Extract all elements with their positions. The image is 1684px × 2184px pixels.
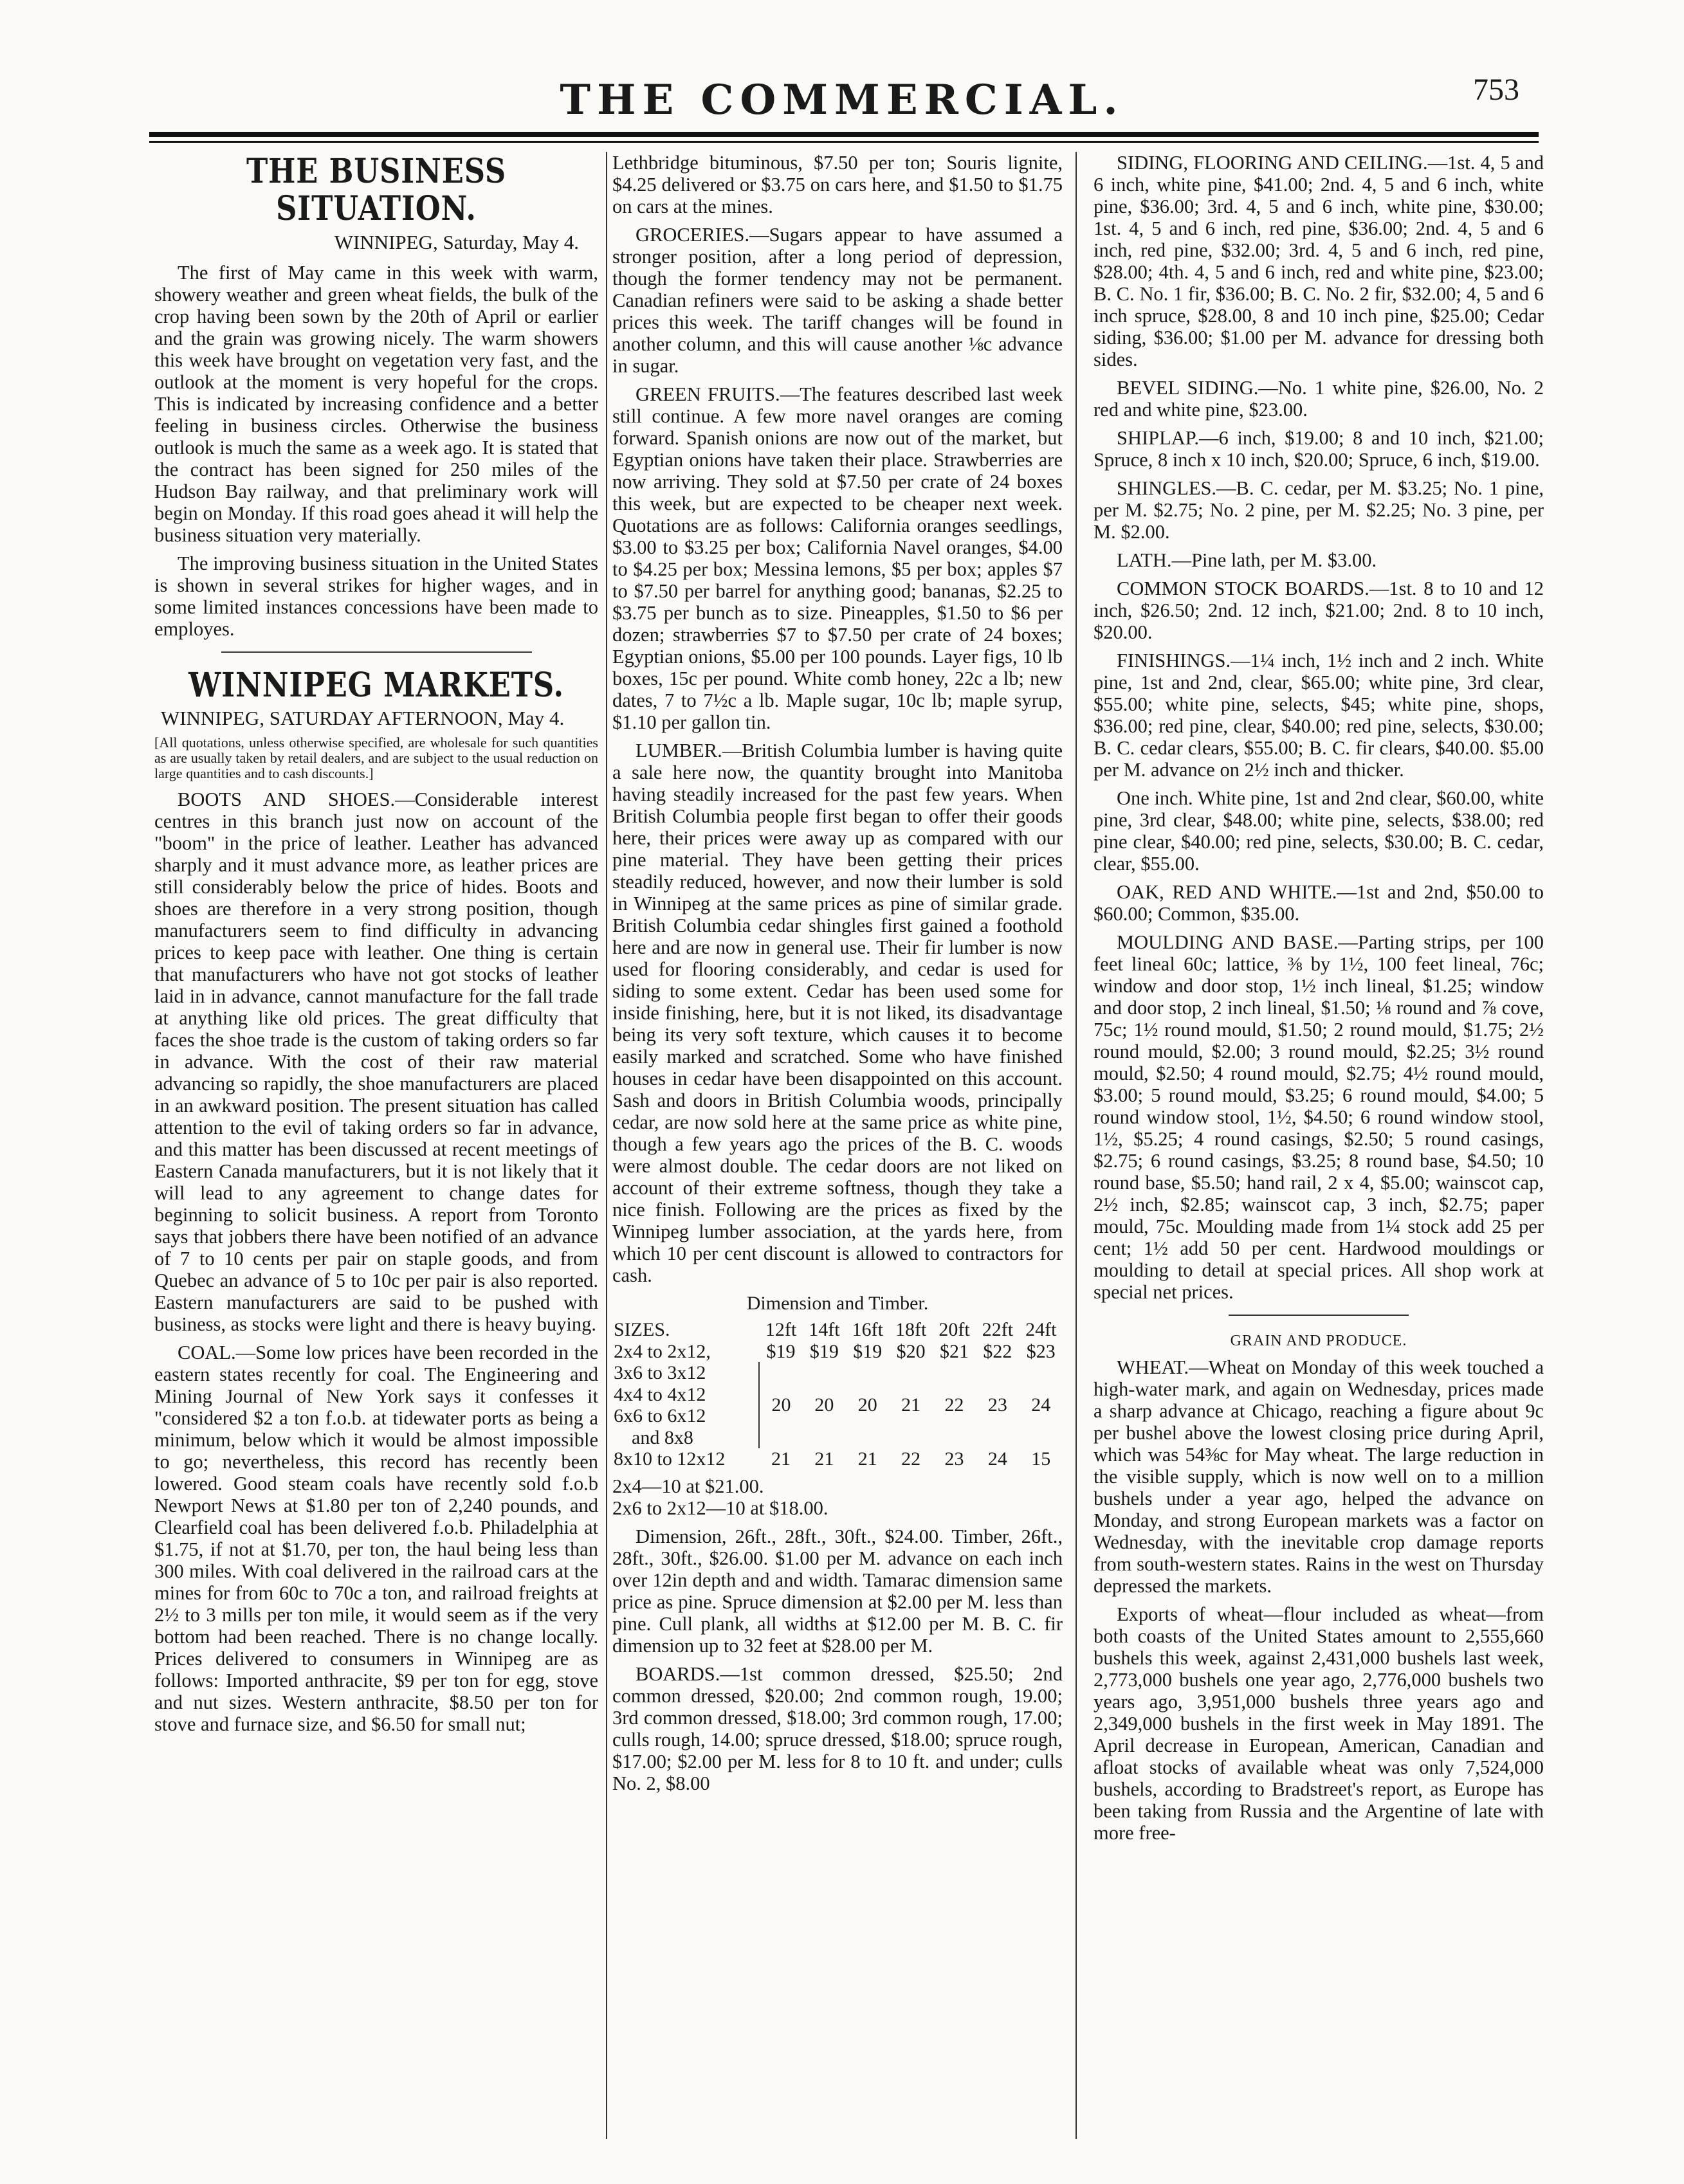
business-paragraph: The first of May came in this week with warm, showery weather and green wheat fields, the bulk of the crop having been sown by the 20th of April or earlier and the grain was growing nicely. The warm showers this week have brought on vegetation very fast, and the outlook at the moment is very hopeful for the crops. This is indicated by increasing confidence and a better feeling in business circles. Otherwise the business outlook is much the same as a week ago. It is stated that the contract has been signed for 250 miles of the Hudson Bay railway, and that preliminary work will begin on Monday. If this road goes ahead it will help the business situation very materially.: [154, 261, 598, 546]
size-label: and 8x8: [632, 1426, 693, 1448]
groceries-text: —Sugars appear to have assumed a stronger position, after a long period of depression, though the former tendency may not be permanent. Canadian refiners were said to be asking a shade better prices this week. The tariff changes will be found in another column, and this will cause another ⅛c advance in sugar.: [612, 224, 1063, 377]
coal-continued: Lethbridge bituminous, $7.50 per ton; Souris lignite, $4.25 delivered or $3.75 on cars here, and $1.50 to $1.75 on cars at the mines.: [612, 152, 1063, 217]
dimension-timber-heading: Dimension and Timber.: [746, 1293, 929, 1314]
green-fruits-text: —The features described last week still continue. A few more navel oranges are coming forward. Spanish onions are now out of the market, but Egyptian onions have taken their place. Strawberries are now arriving. They sold at $7.50 per crate of 24 boxes this week, but are expected to be cheaper next week. Quotations are as follows: California oranges seedlings, $3.00 to $3.25 per box; California Navel oranges, $4.00 to $4.25 per box; Messina lemons, $5 per box; apples $7 to $7.50 per barrel for anything good; bananas, $2.25 to $3.75 per bunch as to size. Pineapples, $1.50 to $6 per dozen; strawberries $7 to $7.50 per crate of 24 boxes; Egyptian onions, $5.00 per 100 pounds. Layer figs, 10 lb boxes, 15c per pound. White comb honey, 22c a lb; new dates, 7 to 7½c a lb. Maple sugar, 10c lb; maple syrup, $1.10 per gallon tin.: [612, 383, 1063, 733]
heading-business-situation: THE BUSINESS SITUATION.: [246, 152, 507, 228]
table-cell: $20: [896, 1340, 926, 1362]
grain-produce-heading: GRAIN AND PRODUCE.: [1230, 1333, 1407, 1349]
shingles-text: —B. C. cedar, per M. $3.25; No. 1 pine, per M. $2.75; No. 2 pine, per M. $2.25; No. 3 pine, per M. $2.00.: [1094, 477, 1544, 543]
bevel-lead: BEVEL SIDING.: [1117, 377, 1259, 399]
common-boards-paragraph: [1094, 578, 1544, 643]
shingles-lead: SHINGLES.: [1117, 477, 1217, 499]
groceries-lead: GROCERIES.: [636, 224, 750, 246]
oak-text: —1st and 2nd, $50.00 to $60.00; Common, $35.00.: [1094, 881, 1544, 925]
siding-paragraph: [1094, 152, 1544, 370]
table-cell: 18ft: [895, 1319, 927, 1341]
section-divider: [1229, 1315, 1409, 1316]
lath-text: —Pine lath, per M. $3.00.: [1171, 549, 1377, 571]
table-row: [612, 1362, 1063, 1448]
table-cell: $19: [853, 1340, 883, 1362]
wheat-lead: WHEAT.: [1117, 1356, 1189, 1378]
bevel-text: —No. 1 white pine, $26.00, No. 2 red and white pine, $23.00.: [1094, 377, 1544, 421]
table-cell: 16ft: [852, 1319, 883, 1341]
column-3: [1094, 152, 1544, 2139]
shingles-paragraph: [1094, 477, 1544, 543]
dimension-price-table: [612, 1319, 1063, 1470]
moulding-lead: MOULDING AND BASE.: [1117, 931, 1339, 953]
section-divider: [221, 651, 532, 653]
column-1: [154, 152, 598, 2139]
shiplap-paragraph: [1094, 427, 1544, 471]
moulding-paragraph: [1094, 931, 1544, 1303]
table-cell: 22: [944, 1394, 964, 1416]
table-header-row: [612, 1319, 1063, 1340]
moulding-text: —Parting strips, per 100 feet lineal 60c; lattice, ⅜ by 1½, 100 feet lineal, 76c; window and door stop, 1½ inch lineal, $1.25; window and door stop, 2 inch lineal, $1.50; ⅛ round and ⅞ cove, 75c; 1½ round mould, $1.50; 2 round mould, $1.75; 2½ round mould, $2.00; 3 round mould, $2.25; 3½ round mould, $2.50; 4 round mould, $2.75; 4½ round mould, $3.00; 5 round mould, $3.25; 6 round mould, $4.00; 5 round window stool, 1½, $4.50; 6 round window stool, 1½, $5.25; 4 round casings, $2.50; 5 round casings, $2.75; 6 round casings, $3.25; 8 round base, $4.50; 10 round base, $5.50; hand rail, 2 x 4, $5.00; wainscot cap, 2½ inch, $2.85; wainscot cap, 3 inch, $2.75; paper mould, 75c. Moulding made from 1¼ stock add 25 per cent; 1½ add 50 per cent. Hardwood mouldings or moulding to detail at special prices. All shop work at special net prices.: [1094, 931, 1544, 1303]
table-cell: 21: [771, 1448, 791, 1470]
table-cell: 12ft: [765, 1319, 797, 1341]
table-row: [612, 1448, 1063, 1470]
table-cell: $19: [766, 1340, 796, 1362]
shiplap-lead: SHIPLAP.: [1117, 427, 1199, 449]
table-cell: $19: [809, 1340, 839, 1362]
table-cell-group-label: [612, 1362, 759, 1448]
siding-lead: SIDING, FLOORING AND CEILING.: [1117, 152, 1428, 174]
size-label: 6x6 to 6x12: [614, 1405, 706, 1427]
finishings-lead: FINISHINGS.: [1117, 650, 1231, 671]
column-divider: [606, 152, 607, 2139]
green-fruits-paragraph: [612, 383, 1063, 733]
green-fruits-lead: GREEN FRUITS.: [636, 383, 780, 405]
table-cell: 23: [987, 1394, 1007, 1416]
finishings-text: —1¼ inch, 1½ inch and 2 inch. White pine, 1st and 2nd, clear, $65.00; white pine, 3rd clear, $55.00; white pine, selects, $45; white pine, shops, $36.00; red pine, clear, $40.00; red pine, selects, $30.00; B. C. cedar clears, $55.00; B. C. fir clears, $40.00. $5.00 per M. advance on 2½ inch and thicker.: [1094, 650, 1544, 781]
page-number: 753: [1473, 73, 1519, 107]
exports-paragraph: Exports of wheat—flour included as wheat—from both coasts of the United States amount to 2,555,660 bushels this week, against 2,431,000 bushels last week, 2,773,000 bushels one year ago, 2,776,000 bushels two years ago, 3,951,000 bushels three years ago and 2,349,000 bushels in the first week in May 1891. The April decrease in European, American, Canadian and afloat stocks of available wheat was only 7,524,000 bushels, according to Bradstreet's report, as Europe has been taking from Russia and the Argentine of late with more free-: [1094, 1603, 1544, 1844]
masthead-rule-heavy: [149, 132, 1539, 137]
wheat-text: —Wheat on Monday of this week touched a high-water mark, and again on Wednesday, prices made a sharp advance at Chicago, reaching a figure about 9c per bushel above the lowest closing price during April, which was 54⅜c for May wheat. The large reduction in the visible supply, which is now well on to a million bushels under a year ago, helped the advance on Monday, and strong European markets was a factor on Wednesday, with the inevitable crop damage reports from south-western states. Rains in the west on Thursday depressed the markets.: [1094, 1356, 1544, 1597]
masthead: [0, 0, 1684, 141]
common-boards-lead: COMMON STOCK BOARDS.: [1117, 578, 1369, 599]
groceries-paragraph: [612, 224, 1063, 377]
lumber-lead: LUMBER.: [636, 740, 722, 761]
siding-text: —1st. 4, 5 and 6 inch, white pine, $41.00; 2nd. 4, 5 and 6 inch, white pine, $36.00; 3rd. 4, 5 and 6 inch, white pine, $30.00; 1st. 4, 5 and 6 inch, red pine, $36.00; 2nd. 4, 5 and 6 inch, red pine, $32.00; 3rd. 4, 5 and 6 inch, red pine, $28.00; 4th. 4, 5 and 6 inch, red and white pine, $23.00; B. C. No. 1 fir, $36.00; B. C. No. 2 fir, $32.00; 4, 5 and 6 inch spruce, $28.00, 8 and 10 inch pine, $25.00; Cedar siding, $36.00; $1.00 per M. advance for dressing both sides.: [1094, 152, 1544, 370]
business-paragraph: The improving business situation in the United States is shown in several strikes for higher wages, and in some limited instances concessions have been made to employes.: [154, 552, 598, 640]
boots-paragraph: [154, 788, 598, 1335]
table-cell: 2x4 to 2x12,: [614, 1340, 711, 1362]
table-cell: 22: [901, 1448, 921, 1470]
oak-lead: OAK, RED AND WHITE.: [1117, 881, 1337, 903]
size-label: 3x6 to 3x12: [614, 1362, 706, 1384]
table-cell: 21: [814, 1448, 834, 1470]
table-row: [612, 1341, 1063, 1362]
dimension-line: 2x4—10 at $21.00.: [612, 1475, 764, 1497]
oak-paragraph: [1094, 881, 1544, 925]
table-cell: 20: [814, 1394, 834, 1416]
boards-text: —1st common dressed, $25.50; 2nd common dressed, $20.00; 2nd common rough, 19.00; 3rd common dressed, $18.00; 3rd common rough, 17.00; culls rough, 14.00; spruce dressed, $18.00; spruce rough, $17.00; $2.00 per M. less for 8 to 10 ft. and under; culls No. 2, $8.00: [612, 1662, 1063, 1794]
table-cell: 21: [857, 1448, 877, 1470]
shiplap-text: —6 inch, $19.00; 8 and 10 inch, $21.00; Spruce, 8 inch x 10 inch, $20.00; Spruce, 6 inch, $19.00.: [1094, 427, 1544, 471]
finishings-paragraph: [1094, 650, 1544, 781]
size-label: 4x4 to 4x12: [614, 1383, 706, 1405]
column-2: [612, 152, 1063, 2139]
boards-paragraph: [612, 1663, 1063, 1794]
dimension-line: 2x6 to 2x12—10 at $18.00.: [612, 1497, 828, 1519]
quotations-note: [All quotations, unless otherwise specified, are wholesale for such quantities as are usually taken by retail dealers, and are subject to the usual reduction on large quantities and to cash discounts.]: [154, 734, 598, 782]
lumber-text: —British Columbia lumber is having quite a sale here now, the quantity brought into Manitoba having steadily increased for the past few years. When British Columbia people first began to offer their goods here, their prices were away up as compared with our pine material. They have been getting their prices steadily reduced, however, and now their lumber is sold in Winnipeg at the same prices as pine of similar grade. British Columbia cedar shingles first gained a foothold here and are now in general use. Their fir lumber is now used for flooring considerably, and cedar is used for siding to some extent. Cedar has been used some for inside finishing, here, but it is not liked, its disadvantage being its very soft texture, which causes it to become easily marked and scratched. Some who have finished houses in cedar have been disappointed on this account. Sash and doors in British Columbia woods, principally cedar, are now sold here at the same price as white pine, though a few years ago the prices of the B. C. woods were almost double. The cedar doors are not liked on account of their extreme softness, though they take a nice finish. Following are the prices as fixed by the Winnipeg lumber association, at the yards here, from which 10 per cent discount is allowed to contractors for cash.: [612, 740, 1063, 1286]
coal-text: —Some low prices have been recorded in the eastern states recently for coal. The Engineering and Mining Journal of New York says it confesses it "considered $2 a ton f.o.b. at tidewater ports as being a minimum, below which it would be almost impossible to go; nevertheless, this record has recently been lowered. Good steam coals have recently sold f.o.b Newport News at $1.80 per ton of 2,240 pounds, and Clearfield coal has been delivered f.o.b. Philadelphia at $1.75, if not at $1.70, per ton, the haul being less than 300 miles. With coal delivered in the railroad cars at the mines for from 60c to 70c a ton, and railroad freights at 2½ to 3 mills per ton mile, it would seem as if the very bottom had been reached. There is no change locally. Prices delivered to consumers in Winnipeg are as follows: Imported anthracite, $9 per ton for egg, stove and nut sizes. Western anthracite, $8.50 per ton for stove and furnace size, and $6.50 for small nut;: [154, 1341, 598, 1735]
table-cell: $23: [1026, 1340, 1056, 1362]
dimension-paragraph: Dimension, 26ft., 28ft., 30ft., $24.00. Timber, 26ft., 28ft., 30ft., $26.00. $1.00 per M. advance on each inch over 12in depth and and width. Tamarac dimension same price as pine. Spruce dimension at $2.00 per M. less than pine. Cull plank, all widths at $12.00 per M. B. C. fir dimension up to 32 feet at $28.00 per M.: [612, 1525, 1063, 1657]
table-cell: 23: [944, 1448, 964, 1470]
table-cell: 14ft: [809, 1319, 840, 1341]
table-cell: 24: [987, 1448, 1007, 1470]
dateline-markets: WINNIPEG, SATURDAY AFTERNOON, May 4.: [161, 707, 565, 730]
table-cell: 20: [857, 1394, 877, 1416]
table-cell: 22ft: [982, 1319, 1014, 1341]
boots-lead: BOOTS AND SHOES.: [178, 788, 396, 810]
table-cell: 21: [901, 1394, 921, 1416]
newspaper-title: THE COMMERCIAL.: [560, 76, 1124, 124]
lumber-paragraph: [612, 740, 1063, 1286]
coal-lead: COAL.: [178, 1341, 236, 1363]
table-cell: 24: [1031, 1394, 1051, 1416]
table-cell: 15: [1031, 1448, 1051, 1470]
bevel-paragraph: [1094, 377, 1544, 421]
one-inch-paragraph: One inch. White pine, 1st and 2nd clear, $60.00, white pine, 3rd clear, $48.00; white pine, selects, $38.00; red pine clear, $40.00; red pine, selects, $30.00; B. C. cedar, clear, $55.00.: [1094, 787, 1544, 875]
table-cell: $22: [983, 1340, 1012, 1362]
coal-paragraph: [154, 1342, 598, 1735]
table-cell: $21: [940, 1340, 969, 1362]
masthead-rule-thin: [149, 141, 1539, 143]
heading-winnipeg-markets: WINNIPEG MARKETS.: [188, 665, 564, 705]
wheat-paragraph: [1094, 1356, 1544, 1597]
dateline-business: WINNIPEG, Saturday, May 4.: [334, 230, 579, 253]
table-cell: 24ft: [1025, 1319, 1057, 1341]
column-divider: [1075, 152, 1077, 2139]
table-cell: 20: [771, 1394, 791, 1416]
table-cell: 8x10 to 12x12: [614, 1448, 726, 1470]
boards-lead: BOARDS.: [636, 1662, 720, 1685]
boots-text: —Considerable interest centres in this branch just now on account of the "boom" in the price of leather. Leather has advanced sharply and it must advance more, as leather prices are still considerably below the price of hides. Boots and shoes are therefore in a very strong position, though manufacturers seem to find difficulty in advancing prices to keep pace with leather. One thing is certain that manufacturers who have not got stocks of leather laid in in advance, cannot manufacture for the fall trade at anything like old prices. The great difficulty that faces the shoe trade is the custom of taking orders so far in advance. With the cost of their raw material advancing so rapidly, the shoe manufacturers are placed in an awkward position. The present situation has called attention to the evil of taking orders so far in advance, and this matter has been discussed at recent meetings of Eastern Canada manufacturers, but it is not likely that it will lead to any agreement to change dates for beginning to solicit business. A report from Toronto says that jobbers there have been notified of an advance of 7 to 10 cents per pair on staple goods, and from Quebec an advance of 5 to 10c per pair is also reported. Eastern manufacturers are said to be pushed with business, as stocks were light and there is heavy buying.: [154, 788, 598, 1335]
lath-lead: LATH.: [1117, 549, 1172, 571]
common-boards-text: —1st. 8 to 10 and 12 inch, $26.50; 2nd. 12 inch, $21.00; 2nd. 8 to 10 inch, $20.00.: [1094, 578, 1544, 643]
table-cell: SIZES.: [614, 1319, 670, 1341]
lath-paragraph: [1094, 549, 1544, 571]
table-cell: 20ft: [938, 1319, 970, 1341]
